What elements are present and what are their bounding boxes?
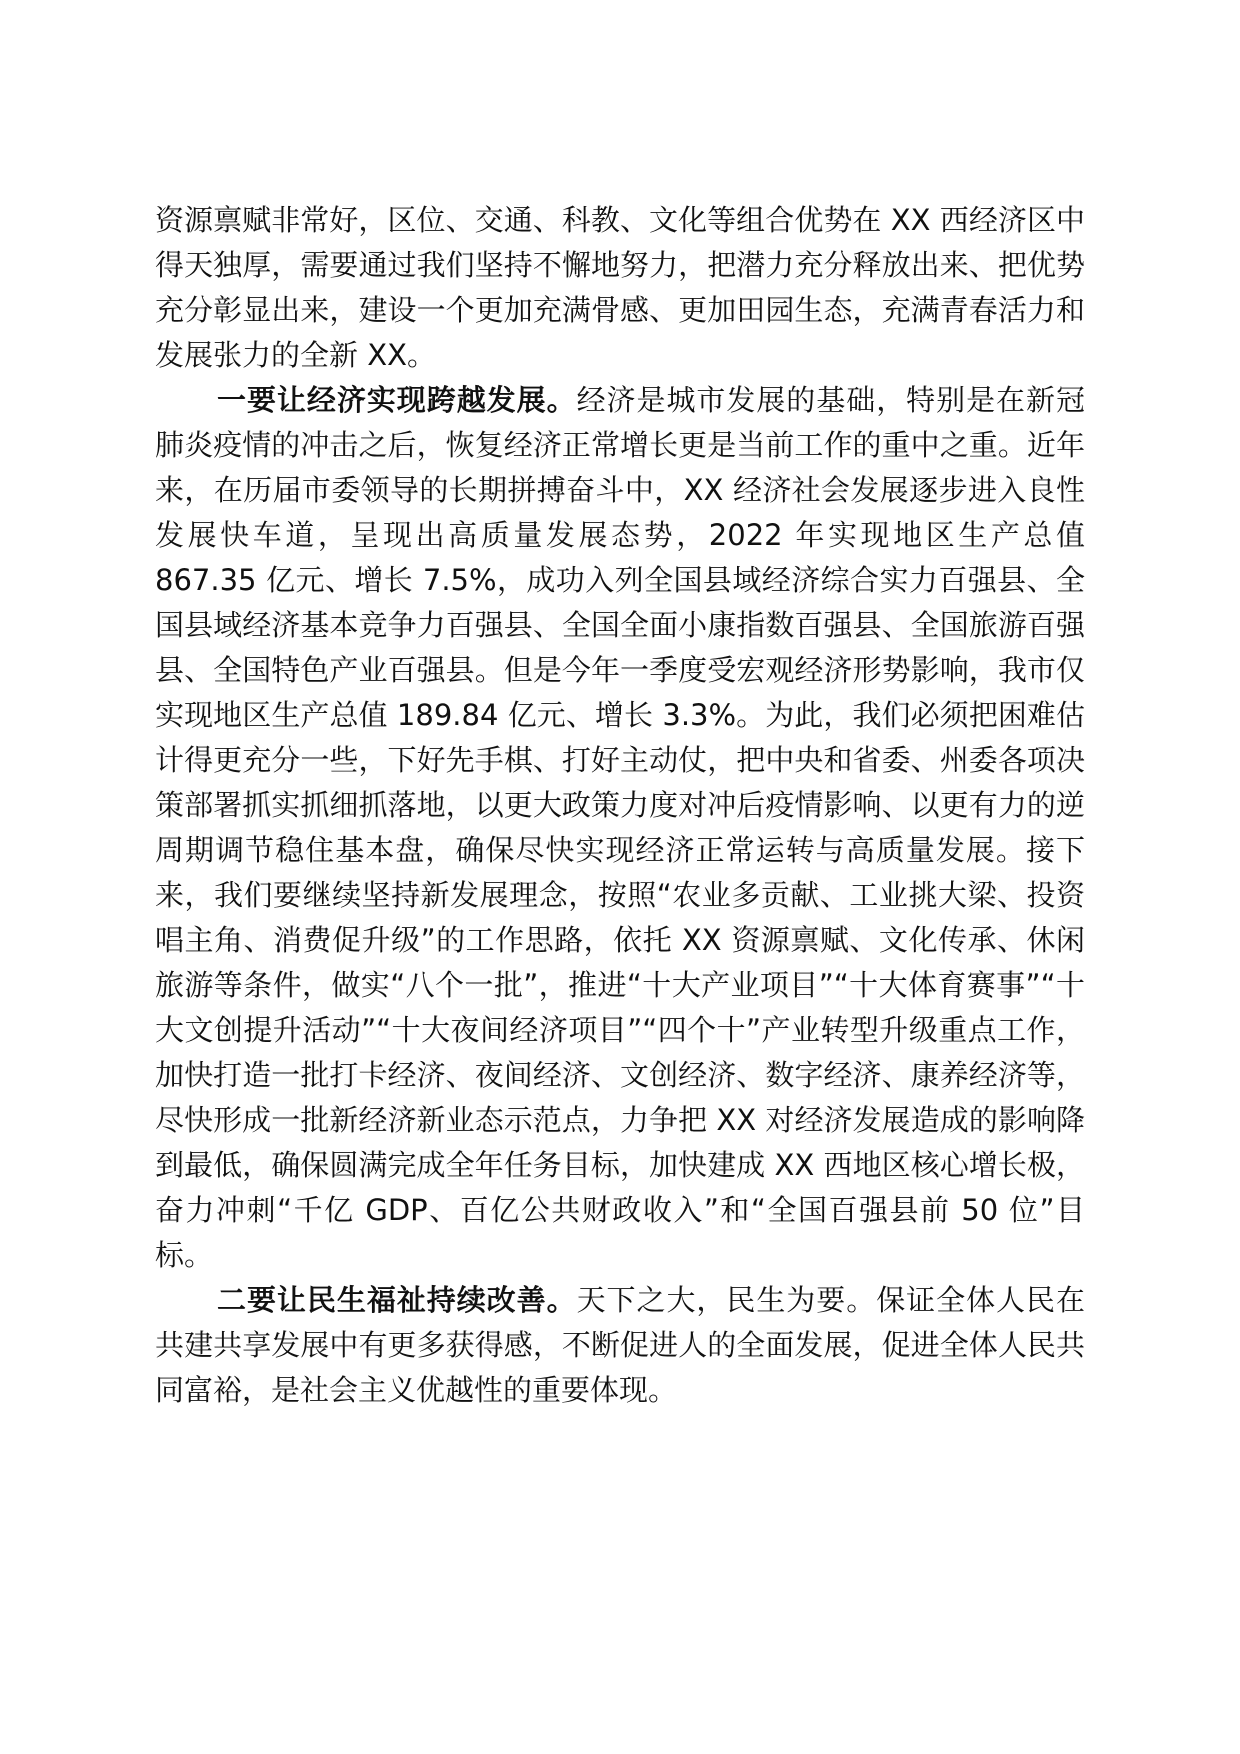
paragraph-economy-heading: 一要让经济实现跨越发展。 — [217, 383, 577, 417]
paragraph-livelihood-heading: 二要让民生福祉持续改善。 — [217, 1283, 577, 1317]
paragraph-livelihood-text: 天下之大，民生为要。保证全体人民在共建共享发展中有更多获得感，不断促进人的全面发展，促进全体人民共同富裕，是社会主义优越性的重要体现。 — [155, 1283, 1085, 1407]
document-page — [155, 198, 1085, 1413]
paragraph-economy — [155, 378, 1085, 1278]
paragraph-intro-text: 资源禀赋非常好，区位、交通、科教、文化等组合优势在 XX 西经济区中得天独厚，需要通过我们坚持不懈地努力，把潜力充分释放出来、把优势充分彰显出来，建设一个更加充满骨感、更加田园生态，充满青春活力和发展张力的全新 XX。 — [155, 203, 1085, 372]
paragraph-livelihood — [155, 1278, 1085, 1413]
paragraph-economy-text: 经济是城市发展的基础，特别是在新冠肺炎疫情的冲击之后，恢复经济正常增长更是当前工作的重中之重。近年来，在历届市委领导的长期拼搏奋斗中，XX 经济社会发展逐步进入良性发展快车道，呈现出高质量发展态势，2022 年实现地区生产总值 867.35 亿元、增长 7.5%，成功入列全国县域经济综合实力百强县、全国县域经济基本竞争力百强县、全国全面小康指数百强县、全国旅游百强县、全国特色产业百强县。但是今年一季度受宏观经济形势影响，我市仅实现地区生产总值 189.84 亿元、增长 3.3%。为此，我们必须把困难估计得更充分一些，下好先手棋、打好主动仗，把中央和省委、州委各项决策部署抓实抓细抓落地，以更大政策力度对冲后疫情影响、以更有力的逆周期调节稳住基本盘，确保尽快实现经济正常运转与高质量发展。接下来，我们要继续坚持新发展理念，按照“农业多贡献、工业挑大梁、投资唱主角、消费促升级”的工作思路，依托 XX 资源禀赋、文化传承、休闲旅游等条件，做实“八个一批”，推进“十大产业项目”“十大体育赛事”“十大文创提升活动”“十大夜间经济项目”“四个十”产业转型升级重点工作，加快打造一批打卡经济、夜间经济、文创经济、数字经济、康养经济等，尽快形成一批新经济新业态示范点，力争把 XX 对经济发展造成的影响降到最低，确保圆满完成全年任务目标，加快建成 XX 西地区核心增长极，奋力冲刺“千亿 GDP、百亿公共财政收入”和“全国百强县前 50 位”目标。 — [155, 383, 1085, 1272]
paragraph-intro — [155, 198, 1085, 378]
